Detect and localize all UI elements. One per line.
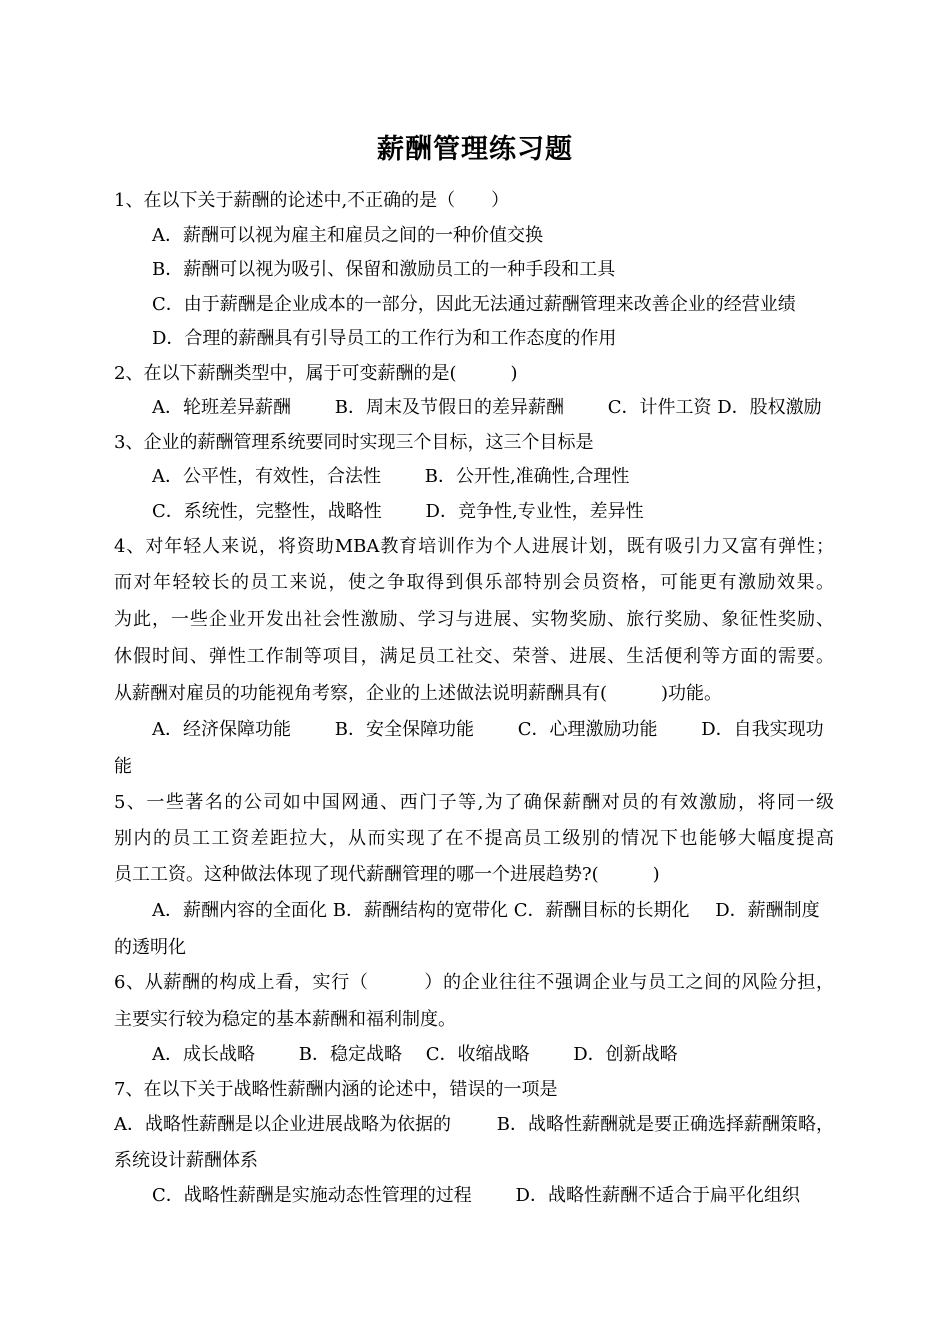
question-7-options-row-1 [114,1112,834,1138]
question-2-options-row [152,395,822,421]
question-5-option-a: A．薪酬内容的全面化 [152,900,327,921]
question-6-option-a: A．成长战略 [152,1044,255,1065]
question-5-option-d: D．薪酬制度 [715,900,820,921]
question-3-option-b: B．公开性,准确性,合理性 [424,466,630,487]
question-4-stem-line-1: 4、对年轻人来说，将资助MBA教育培训作为个人进展计划，既有吸引力又富有弹性； [114,536,834,557]
question-3-options-row-1 [152,464,629,490]
question-4-option-d-wrap: 能 [114,756,132,777]
question-4-stem-line-4: 休假时间、弹性工作制等项目，满足员工社交、荣誉、进展、生活便利等方面的需要。 [114,646,834,667]
question-3-stem: 3、企业的薪酬管理系统要同时实现三个目标，这三个目标是 [114,432,594,453]
question-5-options-row [152,898,820,924]
document-title: 薪酬管理练习题 [377,134,573,165]
question-6-stem-line-1: 6、从薪酬的构成上看，实行（ ）的企业往往不强调企业与员工之间的风险分担， [114,972,834,993]
question-4-option-b: B．安全保障功能 [334,719,474,740]
question-7-options-row-2 [152,1183,800,1209]
question-1-option-b: B．薪酬可以视为吸引、保留和激励员工的一种手段和工具 [152,259,616,280]
question-4-option-a: A．经济保障功能 [152,719,291,740]
question-1-stem: 1、在以下关于薪酬的论述中,不正确的是（ ） [114,190,510,211]
question-2-option-d: D．股权激励 [717,397,822,418]
question-4-option-c: C．心理激励功能 [517,719,658,740]
question-5-option-d-wrap: 的透明化 [114,937,186,958]
question-6-stem-line-2: 主要实行较为稳定的基本薪酬和福利制度。 [114,1009,456,1030]
question-7-option-b: B．战略性薪酬就是要正确选择薪酬策略， [496,1114,834,1135]
question-6-option-b: B．稳定战略 [298,1044,402,1065]
question-2-option-b: B．周末及节假日的差异薪酬 [334,397,564,418]
question-3-options-row-2 [152,499,644,525]
question-4-option-d: D．自我实现功 [701,719,824,740]
question-3-option-c: C．系统性，完整性，战略性 [152,501,382,522]
question-3-option-a: A．公平性，有效性，合法性 [152,466,381,487]
question-2-option-c: C．计件工资 [607,397,712,418]
question-7-option-a: A．战略性薪酬是以企业进展战略为依据的 [114,1114,451,1135]
question-2-stem: 2、在以下薪酬类型中，属于可变薪酬的是( ) [114,363,518,384]
question-5-option-b: B．薪酬结构的宽带化 [332,900,508,921]
question-5-stem-line-1: 5、一些著名的公司如中国网通、西门子等,为了确保薪酬对员的有效激励，将同一级 [114,792,834,813]
question-1-option-c: C．由于薪酬是企业成本的一部分，因此无法通过薪酬管理来改善企业的经营业绩 [152,294,796,315]
question-5-option-c: C．薪酬目标的长期化 [513,900,690,921]
question-5-stem-line-3: 员工工资。这种做法体现了现代薪酬管理的哪一个进展趋势?( ) [114,864,660,885]
question-1-option-d: D．合理的薪酬具有引导员工的工作行为和工作态度的作用 [152,328,617,349]
question-7-option-d: D．战略性薪酬不适合于扁平化组织 [515,1185,800,1206]
question-4-stem-line-3: 为此，一些企业开发出社会性激励、学习与进展、实物奖励、旅行奖励、象征性奖励、 [114,609,834,630]
question-3-option-d: D．竞争性,专业性，差异性 [425,501,644,522]
question-6-options-row [152,1042,678,1068]
question-6-option-c: C．收缩战略 [425,1044,530,1065]
question-7-option-c: C．战略性薪酬是实施动态性管理的过程 [152,1185,472,1206]
question-2-option-a: A．轮班差异薪酬 [152,397,291,418]
question-4-options-row [152,717,824,743]
question-6-option-d: D．创新战略 [573,1044,678,1065]
question-5-stem-line-2: 别内的员工工资差距拉大，从而实现了在不提高员工级别的情况下也能够大幅度提高 [114,828,834,849]
question-7-option-b-wrap: 系统设计薪酬体系 [114,1150,258,1171]
question-7-stem: 7、在以下关于战略性薪酬内涵的论述中，错误的一项是 [114,1079,558,1100]
question-4-stem-line-5: 从薪酬对雇员的功能视角考察，企业的上述做法说明薪酬具有( )功能。 [114,683,723,704]
question-4-stem-line-2: 而对年轻较长的员工来说，使之争取得到俱乐部特别会员资格，可能更有激励效果。 [114,572,834,593]
question-1-option-a: A．薪酬可以视为雇主和雇员之间的一种价值交换 [152,225,543,246]
